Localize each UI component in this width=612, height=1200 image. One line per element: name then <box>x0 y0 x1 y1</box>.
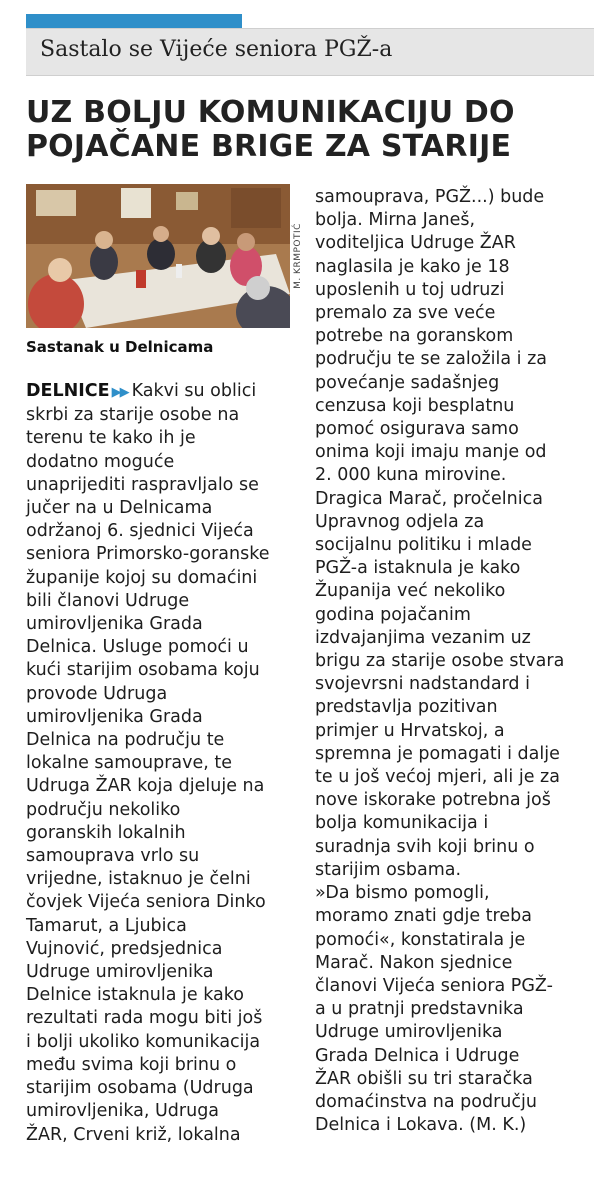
article-line: umirovljenika Grada <box>26 614 203 635</box>
article-line: voditeljica Udruge ŽAR <box>315 233 516 254</box>
photo-credit <box>290 184 306 328</box>
article-line: terenu te kako ih je <box>26 428 196 449</box>
article-line: cenzusa koji besplatnu <box>315 395 515 416</box>
article-line: Delnica na području te <box>26 730 225 751</box>
article-line: Dragica Marač, pročelnica <box>315 488 543 509</box>
article-line: bili članovi Udruge <box>26 590 190 611</box>
article-line: onima koji imaju manje od <box>315 442 547 463</box>
article-line: Udruge umirovljenika <box>26 962 214 983</box>
article-line: bolja komunikacija i <box>315 813 489 834</box>
article-line: području nekoliko <box>26 799 181 820</box>
double-arrow-icon: ▶▶ <box>111 385 128 400</box>
article-line: potrebe na goranskom <box>315 326 514 347</box>
article-first-line <box>26 380 269 404</box>
article-line: domaćinstva na području <box>315 1091 537 1112</box>
article-line: Udruge umirovljenika <box>315 1022 503 1043</box>
kicker: Sastalo se Vijeće seniora PGŽ-a <box>40 37 393 62</box>
article-line: čovjek Vijeća seniora Dinko <box>26 892 266 913</box>
article-line: PGŽ-a istaknula je kako <box>315 558 521 579</box>
article-line: izdvajanjima vezanim uz <box>315 627 531 648</box>
article-line: skrbi za starije osobe na <box>26 405 240 426</box>
article-line: te u još većoj mjeri, ali je za <box>315 767 560 788</box>
article-line: starijim osbama. <box>315 859 462 880</box>
article-line: Vujnović, predsjednica <box>26 938 223 959</box>
article-line: socijalnu politiku i mlade <box>315 535 532 556</box>
photo-credit-text: M. KRMPOTIĆ <box>293 223 303 289</box>
article-line: pomoć osigurava samo <box>315 419 519 440</box>
article-line: suradnja svih koji brinu o <box>315 836 535 857</box>
article-line: unaprijediti raspravljalo se <box>26 474 259 495</box>
article-line: Kakvi su oblici <box>131 381 257 401</box>
article-line: lokalne samouprave, te <box>26 753 232 774</box>
article-column-left <box>26 380 269 1147</box>
article-line: starijim osobama (Udruga <box>26 1078 254 1099</box>
article-line: provode Udruga <box>26 683 168 704</box>
article-line: jučer na u Delnicama <box>26 498 213 519</box>
article-line: članovi Vijeća seniora PGŽ- <box>315 975 553 996</box>
article-line: godina pojačanim <box>315 604 471 625</box>
article-line: 2. 000 kuna mirovine. <box>315 465 507 486</box>
article-line: a u pratnji predstavnika <box>315 999 524 1020</box>
article-line: ŽAR obišli su tri staračka <box>315 1068 533 1089</box>
headline-line: POJAČANE BRIGE ZA STARIJE <box>26 129 512 164</box>
meeting-photo-image <box>26 184 290 328</box>
kicker-box <box>26 28 594 76</box>
article-line: umirovljenika Grada <box>26 706 203 727</box>
article-line: povećanje sadašnjeg <box>315 372 500 393</box>
article-line: bolja. Mirna Janeš, <box>315 210 476 231</box>
article-line: umirovljenika, Udruga <box>26 1101 220 1122</box>
article-line: području te se založila i za <box>315 349 547 370</box>
article-line: Udruga ŽAR koja djeluje na <box>26 776 265 797</box>
article-line: vrijedne, istaknuo je čelni <box>26 869 251 890</box>
article-line: Tamarut, a Ljubica <box>26 915 187 936</box>
article-line: spremna je pomagati i dalje <box>315 743 560 764</box>
article-line: dodatno moguće <box>26 451 175 472</box>
article-line: održanoj 6. sjednici Vijeća <box>26 521 254 542</box>
meeting-photo <box>26 184 290 328</box>
article-line: Marač. Nakon sjednice <box>315 952 513 973</box>
article-line: Delnica i Lokava. (M. K.) <box>315 1115 527 1136</box>
article-line: moramo znati gdje treba <box>315 906 532 927</box>
article-line: rezultati rada mogu biti još <box>26 1008 263 1029</box>
article-line: svojevrsni nadstandard i <box>315 674 530 695</box>
article-line: samouprava, PGŽ...) bude <box>315 187 545 207</box>
article-line: Grada Delnica i Udruge <box>315 1045 520 1066</box>
photo-caption: Sastanak u Delnicama <box>26 338 214 356</box>
article-line: Delnica. Usluge pomoći u <box>26 637 249 658</box>
article-line: nove iskorake potrebna još <box>315 790 551 811</box>
dateline: DELNICE <box>26 381 110 401</box>
article-line: kući starijim osobama koju <box>26 660 260 681</box>
article-line: premalo za sve veće <box>315 303 496 324</box>
article-line: ŽAR, Crveni križ, lokalna <box>26 1124 241 1145</box>
article-line: i bolji ukoliko komunikacija <box>26 1031 261 1052</box>
article-line: primjer u Hrvatskoj, a <box>315 720 505 741</box>
article-line: goranskih lokalnih <box>26 822 186 843</box>
article-line: samouprava vrlo su <box>26 846 200 867</box>
headline-line: UZ BOLJU KOMUNIKACIJU DO <box>26 95 515 130</box>
article-line: naglasila je kako je 18 <box>315 256 510 277</box>
article-line: među svima koji brinu o <box>26 1054 237 1075</box>
article-line: županije kojoj su domaćini <box>26 567 258 588</box>
article-line: seniora Primorsko-goranske <box>26 544 270 565</box>
headline <box>26 96 596 164</box>
section-accent-bar <box>26 14 242 28</box>
article-line: brigu za starije osobe stvara <box>315 651 565 672</box>
article-line: Županija već nekoliko <box>315 581 506 602</box>
article-line: predstavlja pozitivan <box>315 697 498 718</box>
article-line: Delnice istaknula je kako <box>26 985 244 1006</box>
article-line: uposlenih u toj udruzi <box>315 279 505 300</box>
article-line: pomoći«, konstatirala je <box>315 929 526 950</box>
article-line: »Da bismo pomogli, <box>315 883 490 904</box>
article-line: Upravnog odjela za <box>315 511 485 532</box>
article-column-right <box>315 186 564 1137</box>
